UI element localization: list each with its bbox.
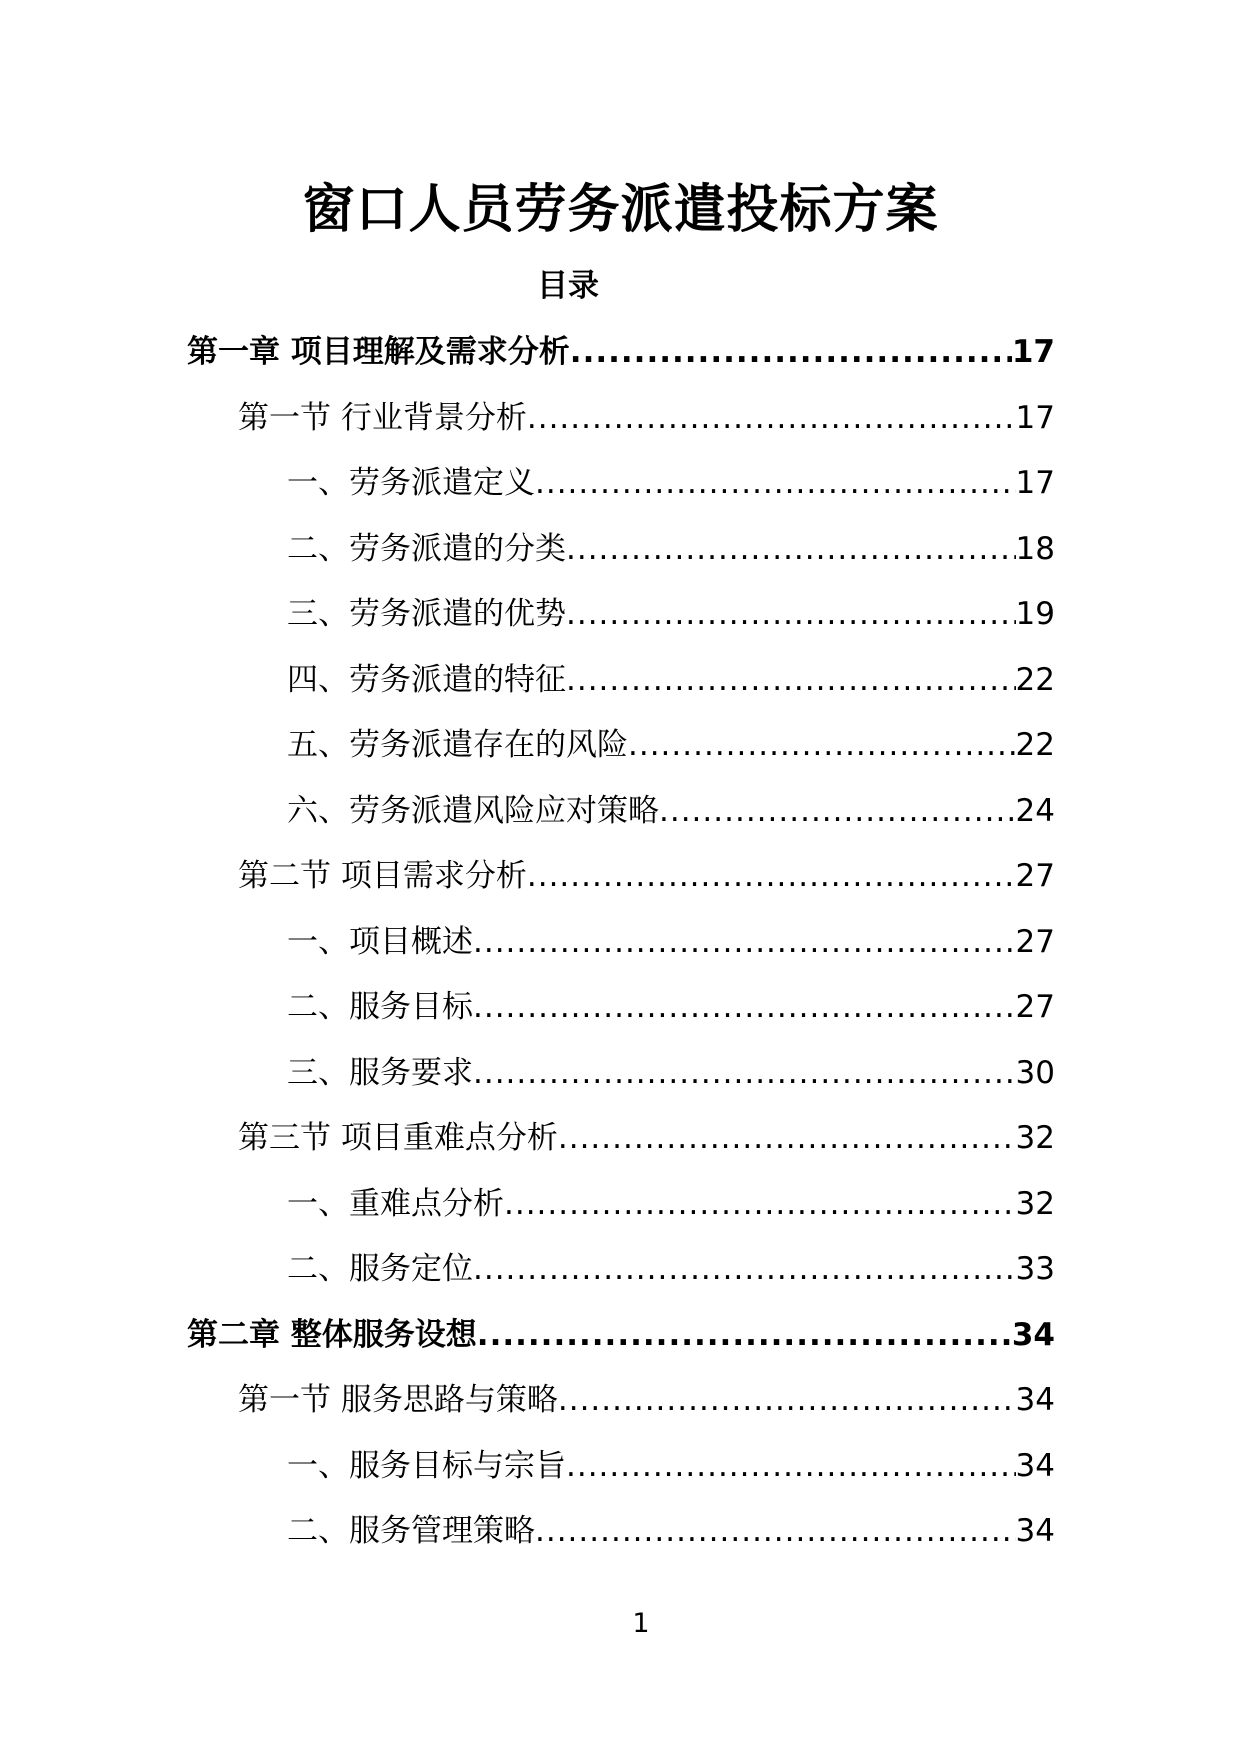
toc-dot-leader (659, 784, 1016, 838)
toc-dot-leader (558, 1111, 1016, 1165)
toc-entry[interactable] (0, 980, 1241, 1046)
toc-entry-title: 六、劳务派遣风险应对策略 (287, 792, 659, 829)
toc-entry-page: 22 (1015, 727, 1055, 763)
table-of-contents (0, 325, 1241, 1570)
toc-entry[interactable] (0, 325, 1241, 391)
toc-dot-leader (504, 1177, 1016, 1231)
toc-entry[interactable] (0, 587, 1241, 653)
toc-entry-page: 18 (1015, 530, 1055, 567)
toc-entry-title: 二、服务管理策略 (287, 1513, 535, 1549)
page-number: 1 (632, 1608, 650, 1639)
toc-entry-title: 一、项目概述 (287, 923, 473, 960)
toc-entry-title: 第二章 整体服务设想 (187, 1316, 477, 1353)
toc-entry-page: 24 (1015, 792, 1055, 829)
toc-entry[interactable] (0, 653, 1241, 719)
toc-entry-page: 19 (1015, 596, 1055, 632)
toc-entry[interactable] (0, 456, 1241, 522)
toc-entry[interactable] (0, 1439, 1241, 1505)
toc-entry-page: 17 (1015, 399, 1055, 436)
toc-entry-page: 17 (1011, 334, 1055, 370)
toc-entry-page: 27 (1015, 923, 1055, 960)
toc-entry-title: 一、服务目标与宗旨 (287, 1447, 566, 1484)
toc-dot-leader (473, 1242, 1016, 1296)
toc-dot-leader (566, 522, 1016, 576)
toc-dot-leader (473, 915, 1016, 969)
toc-entry[interactable] (0, 1111, 1241, 1177)
toc-entry[interactable] (0, 1177, 1241, 1243)
toc-entry-title: 第三节 项目重难点分析 (238, 1120, 558, 1156)
toc-entry[interactable] (0, 1373, 1241, 1439)
toc-entry[interactable] (0, 784, 1241, 850)
toc-entry-page: 27 (1015, 858, 1055, 894)
toc-entry-page: 30 (1015, 1054, 1055, 1091)
toc-entry-title: 一、重难点分析 (287, 1185, 504, 1222)
toc-dot-leader (566, 587, 1016, 641)
toc-dot-leader (527, 849, 1016, 903)
toc-dot-leader (477, 1308, 1012, 1362)
toc-entry-title: 二、服务目标 (287, 989, 473, 1025)
toc-entry[interactable] (0, 915, 1241, 981)
toc-entry[interactable] (0, 1504, 1241, 1570)
toc-dot-leader (535, 1504, 1016, 1558)
toc-dot-leader (570, 325, 1012, 379)
toc-dot-leader (566, 653, 1016, 707)
toc-entry-page: 32 (1015, 1185, 1055, 1222)
toc-dot-leader (527, 391, 1016, 445)
toc-entry[interactable] (0, 522, 1241, 588)
document-title: 窗口人员劳务派遣投标方案 (302, 180, 939, 240)
toc-entry-page: 34 (1015, 1447, 1055, 1484)
toc-entry-page: 33 (1015, 1251, 1055, 1287)
toc-dot-leader (558, 1373, 1016, 1427)
toc-entry-title: 四、劳务派遣的特征 (287, 661, 566, 698)
toc-entry-title: 五、劳务派遣存在的风险 (287, 727, 628, 763)
toc-dot-leader (473, 1046, 1016, 1100)
toc-entry-title: 第一节 服务思路与策略 (238, 1382, 558, 1418)
toc-entry-title: 一、劳务派遣定义 (287, 465, 535, 501)
toc-entry-page: 34 (1011, 1316, 1055, 1353)
toc-entry-page: 17 (1015, 465, 1055, 501)
toc-entry-page: 34 (1015, 1382, 1055, 1418)
toc-entry[interactable] (0, 849, 1241, 915)
toc-entry-title: 三、劳务派遣的优势 (287, 596, 566, 632)
toc-entry[interactable] (0, 1242, 1241, 1308)
toc-dot-leader (535, 456, 1016, 510)
toc-entry-page: 32 (1015, 1120, 1055, 1156)
toc-dot-leader (628, 718, 1016, 772)
toc-entry-title: 第一节 行业背景分析 (238, 399, 527, 436)
toc-entry[interactable] (0, 1046, 1241, 1112)
toc-entry-title: 三、服务要求 (287, 1054, 473, 1091)
toc-heading: 目录 (537, 268, 599, 304)
toc-entry[interactable] (0, 391, 1241, 457)
toc-entry[interactable] (0, 1308, 1241, 1374)
toc-entry-page: 22 (1015, 661, 1055, 698)
toc-entry[interactable] (0, 718, 1241, 784)
toc-entry-title: 第一章 项目理解及需求分析 (187, 334, 570, 370)
toc-dot-leader (566, 1439, 1016, 1493)
toc-entry-title: 二、劳务派遣的分类 (287, 530, 566, 567)
toc-entry-page: 27 (1015, 989, 1055, 1025)
toc-entry-page: 34 (1015, 1513, 1055, 1549)
toc-dot-leader (473, 980, 1016, 1034)
toc-entry-title: 第二节 项目需求分析 (238, 858, 527, 894)
toc-entry-title: 二、服务定位 (287, 1251, 473, 1287)
